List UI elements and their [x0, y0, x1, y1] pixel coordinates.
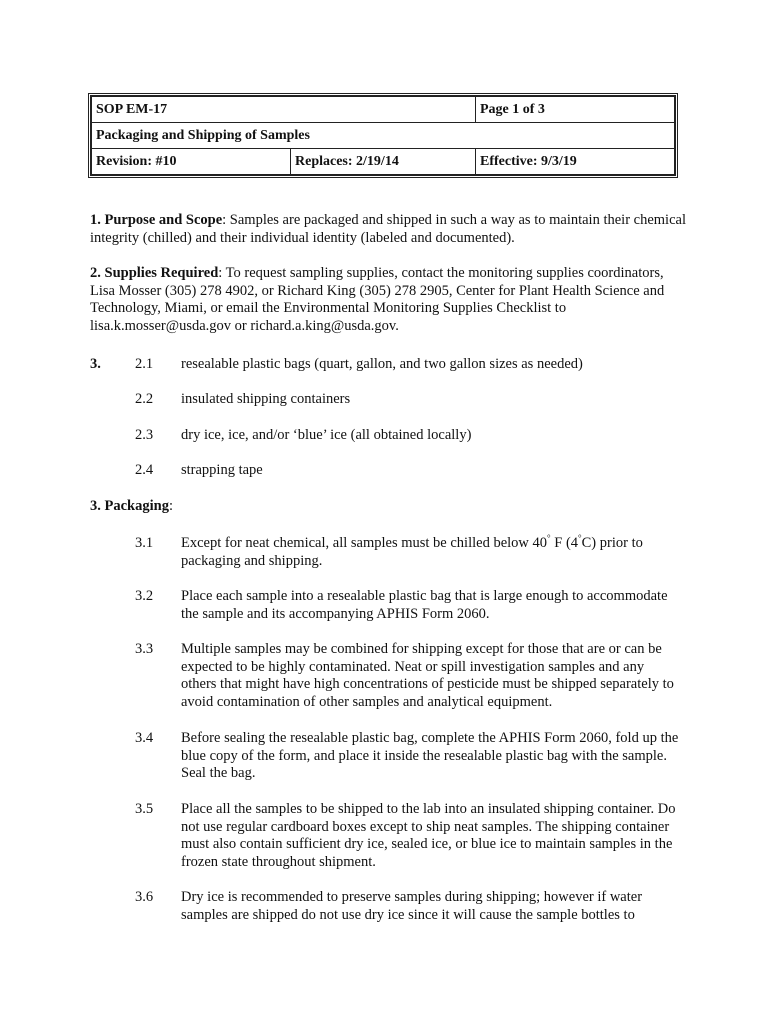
supplies-text: : To request sampling supplies, contact the monitoring supplies coordinators, Lisa Mosser (305) 278 4902, or Richard King (305) 278 2905, Center for Plant Health Science and Technology, Miami, or email the Environmental Monitoring Supplies Checklist to lisa.k.mosser@usda.gov or richard.a.king@usda.gov. [90, 265, 665, 334]
purpose-text: : Samples are packaged and shipped in such a way as to maintain their chemical integrity (chilled) and their individual identity (labeled and documented). [90, 212, 686, 246]
revision: Revision: #10 [92, 149, 291, 175]
replaces: Replaces: 2/19/14 [291, 149, 476, 175]
page-number: Page 1 of 3 [476, 97, 675, 123]
document-page: SOP EM-17 Page 1 of 3 Packaging and Shipping of Samples Revision: #10 Replaces: 2/19/14 Effective: 9/3/19 1. Purpose and Scope: Samples are packaged and shipped in such a way as to maintain their chemical integrity (chilled) and their individual identity (labeled and documented). 2. Supplies Required: To request sampling supplies, contact the monitoring supplies coordinators, Lisa Mosser (305) 278 4902, or Richard King (305) 278 2905, Center for Plant Health Science and Technology, Miami, or email the Environmental Monitoring Supplies Checklist to lisa.k.mosser@usda.gov or richard.a.king@usda.gov. 3. 2.1 resealable plastic bags (quart, gallon, and two gallon sizes as needed) 2.2 insulated shipping containers 2.3 dry ice, ice, and/or ‘blue’ ice (all obtained locally) 2.4 strapping tape 3. Packaging: 3.1 Except for neat chemical, all samples must be chilled below 40° F (4°C) prior to packaging and shipping. 3.2 Place each sample into a resealable plastic bag that is large enough to accommodate the sample and its accompanying APHIS Form 2060. 3.3 Multiple samples may be combined for shipping except for those that are or can be expected to be highly contaminated. Neat or spill investigation samples and any others that might have high concentrations of pesticide must be shipped separately to avoid contamination of other samples and analytical equipment. 3.4 Before sealing the resealable plastic bag, complete the APHIS Form 2060, fold up the blue copy of the form, and place it inside the resealable plastic bag with the sample. Seal the bag. 3.5 Place all the samples to be shipped to the lab into an insulated shipping container. Do not use regular cardboard boxes except to ship neat samples. The shipping container must also contain sufficient dry ice, sealed ice, or blue ice to maintain samples in the frozen state throughout shipment. 3.6 Dry ice is recommended to preserve samples during shipping; however if water samples are shipped do not use dry ice since it will cause the sample bottles to [0, 0, 770, 1024]
effective-date: Effective: 9/3/19 [476, 149, 675, 175]
packaging-label: 3. Packaging [90, 498, 169, 514]
supplies-list-number: 3. [90, 356, 101, 372]
supplies-label: 2. Supplies Required [90, 265, 219, 281]
packaging-heading: 3. Packaging: [90, 498, 173, 514]
sop-header-table [88, 93, 678, 178]
supplies-section [90, 265, 690, 335]
purpose-label: 1. Purpose and Scope [90, 212, 223, 228]
sop-number: SOP EM-17 [92, 97, 476, 123]
document-title: Packaging and Shipping of Samples [92, 123, 675, 149]
purpose-section [90, 212, 690, 247]
